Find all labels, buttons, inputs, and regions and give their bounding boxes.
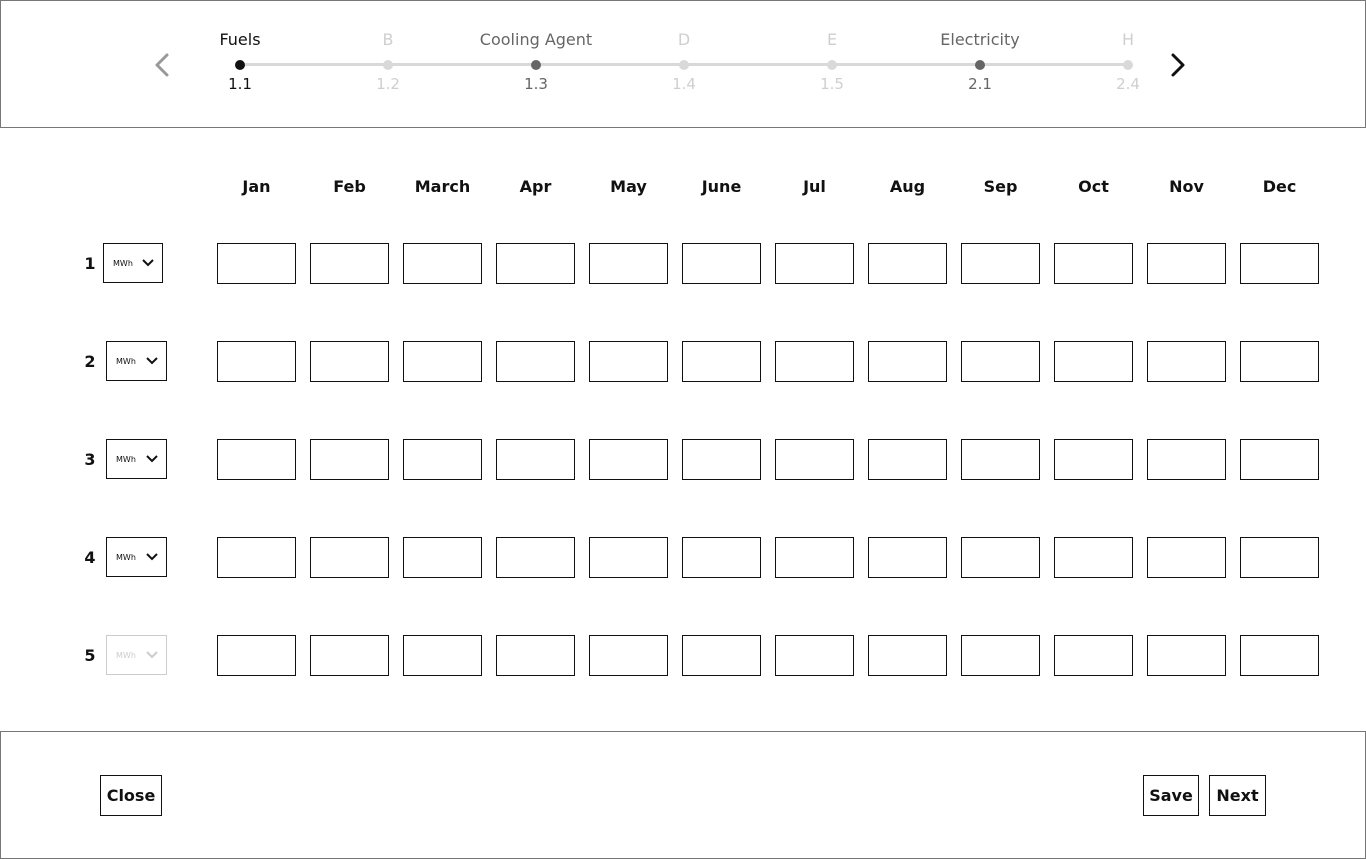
step-dot <box>975 60 985 70</box>
month-value-input[interactable] <box>682 341 761 382</box>
month-value-input[interactable] <box>1054 635 1133 676</box>
month-header: Sep <box>983 177 1018 196</box>
month-value-input[interactable] <box>589 341 668 382</box>
step-dot <box>679 60 689 70</box>
month-header: Dec <box>1262 177 1297 196</box>
step-dot <box>531 60 541 70</box>
month-value-input[interactable] <box>310 537 389 578</box>
month-value-input[interactable] <box>403 635 482 676</box>
step-navigator <box>0 0 1366 128</box>
step-name: Fuels <box>219 30 261 49</box>
month-value-input[interactable] <box>310 243 389 284</box>
step-dot <box>235 60 245 70</box>
step-number: 2.1 <box>968 75 992 93</box>
month-value-input[interactable] <box>682 635 761 676</box>
step-number: 1.3 <box>524 75 548 93</box>
chevron-down-icon <box>142 259 154 267</box>
month-value-input[interactable] <box>961 341 1040 382</box>
month-value-input[interactable] <box>682 537 761 578</box>
month-value-input[interactable] <box>1240 341 1319 382</box>
chevron-down-icon <box>146 651 158 659</box>
month-value-input[interactable] <box>496 537 575 578</box>
row-number: 1 <box>84 254 96 273</box>
month-value-input[interactable] <box>961 243 1040 284</box>
unit-value: MWh <box>116 357 136 366</box>
close-button[interactable]: Close <box>100 775 162 816</box>
unit-select <box>106 635 167 675</box>
month-value-input[interactable] <box>589 243 668 284</box>
step-number: 2.4 <box>1116 75 1140 93</box>
unit-value: MWh <box>113 259 133 268</box>
step-number: 1.1 <box>228 75 252 93</box>
month-value-input[interactable] <box>1054 439 1133 480</box>
footer-bar <box>0 731 1366 859</box>
row-number: 4 <box>84 548 96 567</box>
month-header: Apr <box>519 177 552 196</box>
month-value-input[interactable] <box>1147 635 1226 676</box>
step-dot <box>1123 60 1133 70</box>
month-value-input[interactable] <box>310 635 389 676</box>
unit-value: MWh <box>116 553 136 562</box>
unit-select[interactable] <box>106 341 167 381</box>
month-value-input[interactable] <box>217 439 296 480</box>
unit-select[interactable] <box>103 243 163 283</box>
month-value-input[interactable] <box>217 635 296 676</box>
month-header: June <box>701 177 742 196</box>
month-value-input[interactable] <box>1054 341 1133 382</box>
month-value-input[interactable] <box>775 635 854 676</box>
step-dot <box>383 60 393 70</box>
month-header: Aug <box>889 177 926 196</box>
month-value-input[interactable] <box>775 439 854 480</box>
step-name: D <box>677 30 691 49</box>
row-number: 5 <box>84 646 96 665</box>
step-name: Electricity <box>940 30 1020 49</box>
month-value-input[interactable] <box>1240 635 1319 676</box>
chevron-down-icon <box>146 455 158 463</box>
chevron-down-icon <box>146 553 158 561</box>
chevron-down-icon <box>146 357 158 365</box>
month-value-input[interactable] <box>775 243 854 284</box>
month-value-input[interactable] <box>310 439 389 480</box>
unit-value: MWh <box>116 651 136 660</box>
month-header: May <box>610 177 647 196</box>
month-value-input[interactable] <box>1054 243 1133 284</box>
row-number: 2 <box>84 352 96 371</box>
next-button[interactable]: Next <box>1209 775 1266 816</box>
month-value-input[interactable] <box>403 341 482 382</box>
month-header: Jul <box>803 177 826 196</box>
step-name: B <box>382 30 394 49</box>
month-value-input[interactable] <box>1147 537 1226 578</box>
month-value-input[interactable] <box>1240 243 1319 284</box>
month-header: Jan <box>242 177 271 196</box>
step-dot <box>827 60 837 70</box>
unit-select[interactable] <box>106 537 167 577</box>
month-value-input[interactable] <box>1240 537 1319 578</box>
step-name: Cooling Agent <box>479 30 593 49</box>
month-value-input[interactable] <box>682 243 761 284</box>
month-value-input[interactable] <box>868 537 947 578</box>
month-value-input[interactable] <box>403 439 482 480</box>
month-value-input[interactable] <box>961 635 1040 676</box>
month-value-input[interactable] <box>496 635 575 676</box>
month-value-input[interactable] <box>682 439 761 480</box>
month-value-input[interactable] <box>1147 439 1226 480</box>
month-value-input[interactable] <box>775 341 854 382</box>
month-value-input[interactable] <box>403 243 482 284</box>
month-value-input[interactable] <box>868 635 947 676</box>
month-value-input[interactable] <box>217 537 296 578</box>
month-value-input[interactable] <box>1147 243 1226 284</box>
month-header: Nov <box>1169 177 1204 196</box>
month-header: Feb <box>333 177 366 196</box>
row-number: 3 <box>84 450 96 469</box>
month-value-input[interactable] <box>217 341 296 382</box>
chevron-left-icon[interactable] <box>151 51 175 79</box>
unit-value: MWh <box>116 455 136 464</box>
step-number: 1.5 <box>820 75 844 93</box>
save-button[interactable]: Save <box>1143 775 1199 816</box>
month-value-input[interactable] <box>961 439 1040 480</box>
month-value-input[interactable] <box>1054 537 1133 578</box>
month-value-input[interactable] <box>589 635 668 676</box>
month-value-input[interactable] <box>496 439 575 480</box>
step-name: H <box>1121 30 1135 49</box>
month-value-input[interactable] <box>310 341 389 382</box>
month-value-input[interactable] <box>775 537 854 578</box>
chevron-right-icon[interactable] <box>1165 51 1189 79</box>
step-name: E <box>826 30 838 49</box>
month-value-input[interactable] <box>589 537 668 578</box>
unit-select[interactable] <box>106 439 167 479</box>
step-number: 1.4 <box>672 75 696 93</box>
month-value-input[interactable] <box>1240 439 1319 480</box>
month-value-input[interactable] <box>589 439 668 480</box>
month-value-input[interactable] <box>868 439 947 480</box>
month-value-input[interactable] <box>961 537 1040 578</box>
month-value-input[interactable] <box>1147 341 1226 382</box>
month-value-input[interactable] <box>868 243 947 284</box>
month-value-input[interactable] <box>403 537 482 578</box>
step-number: 1.2 <box>376 75 400 93</box>
month-value-input[interactable] <box>868 341 947 382</box>
month-value-input[interactable] <box>217 243 296 284</box>
month-header: March <box>414 177 471 196</box>
month-header: Oct <box>1078 177 1109 196</box>
month-value-input[interactable] <box>496 243 575 284</box>
month-value-input[interactable] <box>496 341 575 382</box>
